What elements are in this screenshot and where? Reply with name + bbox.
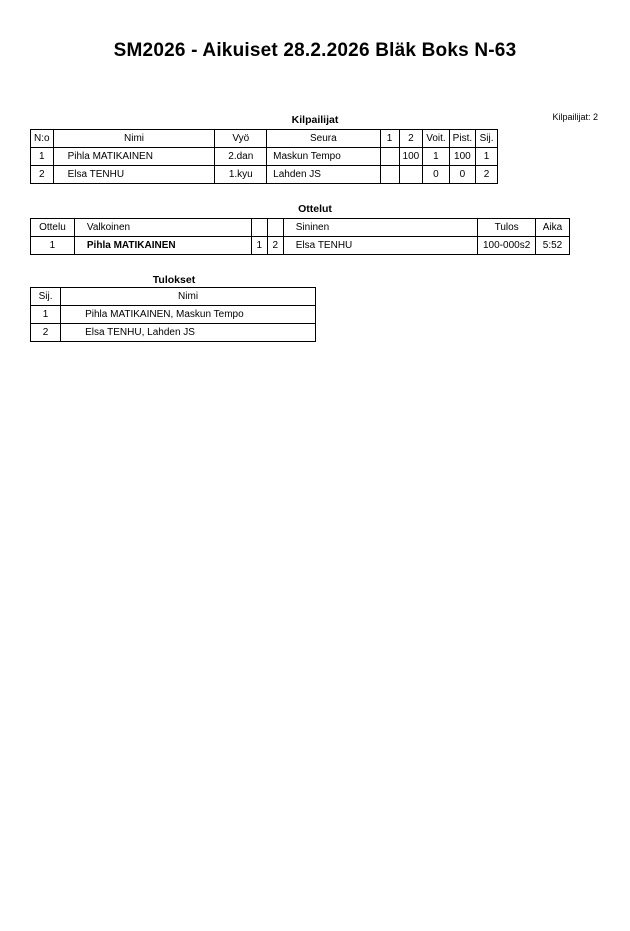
column-header-points: Pist. xyxy=(449,130,475,148)
competitors-table xyxy=(30,129,498,184)
cell-no: 1 xyxy=(31,148,54,166)
cell-wins: 1 xyxy=(423,148,449,166)
cell-score-1: 1 xyxy=(251,237,267,255)
results-table xyxy=(30,287,316,342)
matches-table xyxy=(30,218,570,255)
table-row xyxy=(31,237,570,255)
column-header-result: Tulos xyxy=(478,219,536,237)
column-header-belt: Vyö xyxy=(215,130,267,148)
column-header-result-name: Nimi xyxy=(61,288,316,306)
cell-match-2 xyxy=(399,166,423,184)
cell-belt: 1.kyu xyxy=(215,166,267,184)
cell-club: Lahden JS xyxy=(267,166,380,184)
cell-match-1 xyxy=(380,166,399,184)
cell-result-rank: 2 xyxy=(31,324,61,342)
competitors-section-label: Kilpailijat xyxy=(291,114,339,126)
cell-result-name: Elsa TENHU, Lahden JS xyxy=(61,324,316,342)
cell-belt: 2.dan xyxy=(215,148,267,166)
column-header-score-1 xyxy=(251,219,267,237)
cell-result: 100-000s2 xyxy=(478,237,536,255)
results-section-label-text: Tulokset xyxy=(152,274,196,286)
column-header-white: Valkoinen xyxy=(74,219,251,237)
cell-points: 100 xyxy=(449,148,475,166)
table-header-row xyxy=(31,288,316,306)
column-header-blue: Sininen xyxy=(283,219,478,237)
column-header-time: Aika xyxy=(536,219,570,237)
document-page xyxy=(0,40,630,931)
table-row xyxy=(31,306,316,324)
column-header-name: Nimi xyxy=(53,130,215,148)
cell-match-no: 1 xyxy=(31,237,75,255)
column-header-match-1: 1 xyxy=(380,130,399,148)
table-row xyxy=(31,166,498,184)
cell-club: Maskun Tempo xyxy=(267,148,380,166)
column-header-match-no: Ottelu xyxy=(31,219,75,237)
cell-wins: 0 xyxy=(423,166,449,184)
column-header-club: Seura xyxy=(267,130,380,148)
cell-no: 2 xyxy=(31,166,54,184)
cell-rank: 1 xyxy=(476,148,498,166)
column-header-no: N:o xyxy=(31,130,54,148)
page-title: SM2026 - Aikuiset 28.2.2026 Bläk Boks N-63 xyxy=(113,40,517,61)
cell-name: Elsa TENHU xyxy=(53,166,215,184)
column-header-result-rank: Sij. xyxy=(31,288,61,306)
column-header-wins: Voit. xyxy=(423,130,449,148)
column-header-score-2 xyxy=(267,219,283,237)
column-header-match-2: 2 xyxy=(399,130,423,148)
table-header-row xyxy=(31,219,570,237)
cell-rank: 2 xyxy=(476,166,498,184)
cell-name: Pihla MATIKAINEN xyxy=(53,148,215,166)
cell-result-name: Pihla MATIKAINEN, Maskun Tempo xyxy=(61,306,316,324)
competitor-count: Kilpailijat: 2 xyxy=(552,112,598,122)
cell-match-1 xyxy=(380,148,399,166)
cell-time: 5:52 xyxy=(536,237,570,255)
table-row xyxy=(31,148,498,166)
column-header-rank: Sij. xyxy=(476,130,498,148)
table-header-row xyxy=(31,130,498,148)
cell-blue: Elsa TENHU xyxy=(283,237,478,255)
cell-result-rank: 1 xyxy=(31,306,61,324)
cell-match-2: 100 xyxy=(399,148,423,166)
cell-points: 0 xyxy=(449,166,475,184)
cell-white: Pihla MATIKAINEN xyxy=(74,237,251,255)
table-row xyxy=(31,324,316,342)
results-section-label xyxy=(0,274,630,286)
matches-section-label: Ottelut xyxy=(298,203,332,215)
cell-score-2: 2 xyxy=(267,237,283,255)
